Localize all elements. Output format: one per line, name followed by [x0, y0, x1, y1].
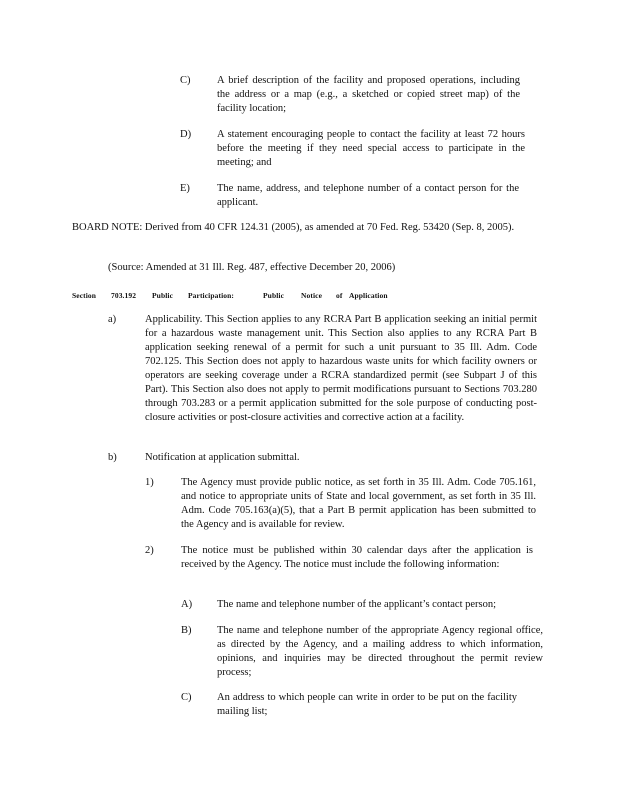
- paragraph-2-text: The notice must be published within 30 calendar days after the application is received by the Agency. The notice must include the following information:: [181, 545, 533, 570]
- item-d-text: A statement encouraging people to contact the facility at least 72 hours before the meeting if they need special access to participate in the meeting; and: [217, 129, 525, 168]
- paragraph-2-label: 2): [145, 545, 154, 556]
- subsection-a-label: a): [108, 314, 117, 325]
- item-c-label: C): [180, 75, 191, 86]
- section-title-part: of: [336, 291, 343, 300]
- board-note: BOARD NOTE: Derived from 40 CFR 124.31 (2005), as amended at 70 Fed. Reg. 53420 (Sep. 8, 2005).: [72, 222, 515, 233]
- section-title-part: Participation:: [188, 291, 234, 300]
- item-c-text: A brief description of the facility and proposed operations, including the address or a map (e.g., a sketched or copied street map) of the facility location;: [217, 75, 520, 114]
- subitem-c-label: C): [181, 692, 192, 703]
- section-code: 703.192: [111, 291, 137, 300]
- item-d-label: D): [180, 129, 192, 140]
- section-title-part: Public: [152, 291, 174, 300]
- subitem-b-text: The name and telephone number of the appropriate Agency regional office, as directed by the Agency, and a mailing address to which information, opinions, and inquiries may be directed throughout the permit review process;: [217, 625, 543, 678]
- source-note: (Source: Amended at 31 Ill. Reg. 487, effective December 20, 2006): [108, 262, 396, 273]
- section-title-part: Notice: [301, 291, 323, 300]
- item-e-text: The name, address, and telephone number of a contact person for the applicant.: [217, 183, 519, 208]
- paragraph-1-label: 1): [145, 477, 154, 488]
- section-title-part: Public: [263, 291, 285, 300]
- subsection-a-text: Applicability. This Section applies to any RCRA Part B application seeking an initial permit for a hazardous waste management unit. This Section also applies to any RCRA Part B application seeking renewal of a permit for such a unit pursuant to 35 Ill. Adm. Code 702.125. This Section does not apply to hazardous waste units for which facility owners or operators are seeking coverage under a RCRA standardized permit (see Subpart J of this Part). This Section also does not apply to permit modifications pursuant to Sections 703.280 through 703.283 or a permit application submitted for the sole purpose of conducting post-closure activities or post-closure activities and corrective action at a facility.: [145, 314, 537, 423]
- section-heading: [72, 289, 532, 301]
- item-e-label: E): [180, 183, 190, 194]
- subsection-b-text: Notification at application submittal.: [145, 452, 300, 463]
- paragraph-1-text: The Agency must provide public notice, as set forth in 35 Ill. Adm. Code 705.161, and notice to appropriate units of State and local government, as set forth in 35 Ill. Adm. Code 705.163(a)(5), that a Part B permit application has been submitted to the Agency and is available for review.: [181, 477, 536, 530]
- section-title-part: Application: [349, 291, 388, 300]
- subitem-c-text: An address to which people can write in order to be put on the facility mailing list;: [217, 692, 517, 717]
- section-word: Section: [72, 291, 97, 300]
- subsection-b-label: b): [108, 452, 117, 463]
- subitem-b-label: B): [181, 625, 192, 636]
- subitem-a-text: The name and telephone number of the applicant’s contact person;: [217, 599, 497, 610]
- subitem-a-label: A): [181, 599, 193, 610]
